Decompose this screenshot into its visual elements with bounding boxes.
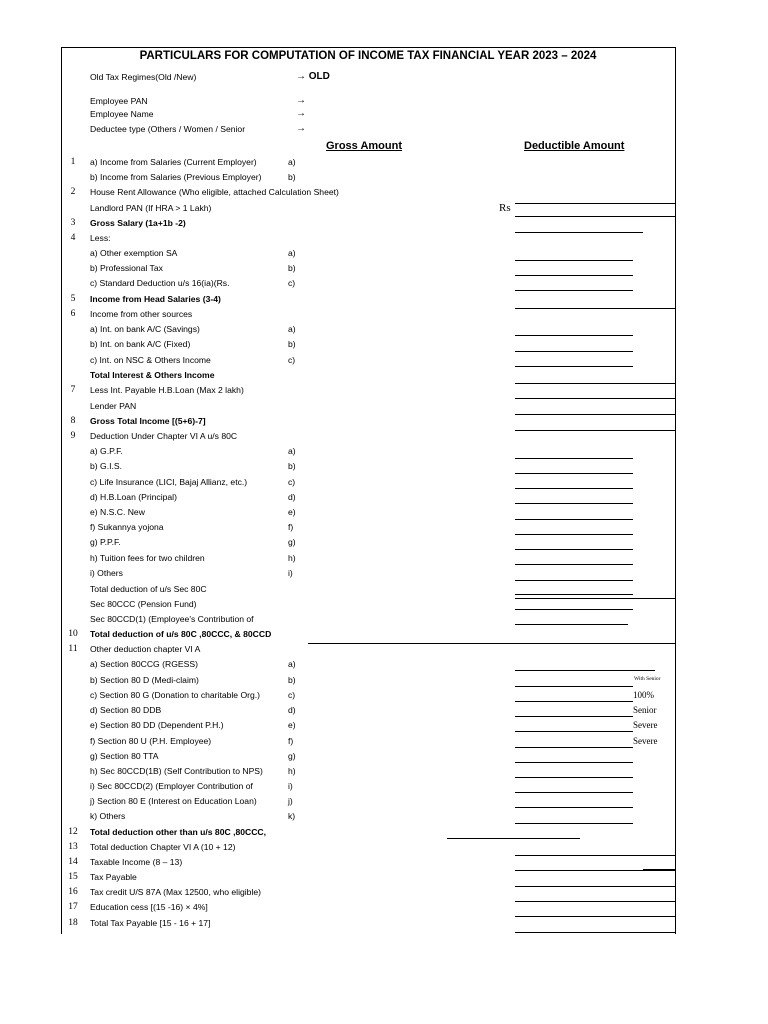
row-label: a) Income from Salaries (Current Employer)	[90, 157, 257, 167]
row-label: Income from Head Salaries (3-4)	[90, 294, 221, 304]
row-number: 13	[68, 842, 78, 852]
row-label: Total deduction of u/s Sec 80C	[90, 584, 207, 594]
row-label: b) Professional Tax	[90, 263, 163, 273]
row-label: e) Section 80 DD (Dependent P.H.)	[90, 720, 224, 730]
row-letter: e)	[288, 720, 296, 730]
row-label: c) Standard Deduction u/s 16(ia)(Rs.	[90, 278, 230, 288]
row-number: 3	[70, 218, 76, 228]
arrow-icon: →	[296, 95, 306, 106]
deductee-label: Deductee type (Others / Women / Senior	[90, 124, 246, 134]
row-letter: j)	[288, 796, 293, 806]
row-label: b) Section 80 D (Medi-claim)	[90, 675, 199, 685]
entry-line[interactable]	[515, 398, 675, 399]
side-note-100pct: 100%	[633, 690, 654, 700]
arrow-icon: →	[296, 123, 306, 134]
row-letter: h)	[288, 766, 296, 776]
row-letter: a)	[288, 446, 296, 456]
row-label: Gross Total Income [(5+6)-7]	[90, 416, 206, 426]
row-label: Tax credit U/S 87A (Max 12500, who eligible)	[90, 887, 262, 897]
row-label: Tax Payable	[90, 872, 137, 882]
row-label: k) Others	[90, 811, 126, 821]
row-number: 7	[70, 385, 76, 395]
deductible-amount-header: Deductible Amount	[524, 140, 625, 152]
row-label: g) P.P.F.	[90, 537, 121, 547]
row-letter: k)	[288, 811, 296, 821]
entry-line[interactable]	[515, 383, 675, 384]
entry-line[interactable]	[515, 777, 633, 778]
side-note-with-senior: With Senior	[634, 676, 661, 682]
entry-line[interactable]	[515, 716, 633, 717]
entry-line[interactable]	[515, 414, 675, 415]
entry-line[interactable]	[515, 747, 633, 748]
row-label: Taxable Income (8 – 13)	[90, 857, 183, 867]
row-letter: c)	[288, 477, 296, 487]
entry-line[interactable]	[515, 549, 633, 550]
row-label: b) Income from Salaries (Previous Employer)	[90, 172, 262, 182]
row-label: i) Sec 80CCD(2) (Employer Contribution of	[90, 781, 253, 791]
entry-line[interactable]	[515, 458, 633, 459]
row-number: 16	[68, 887, 78, 897]
row-letter: h)	[288, 553, 296, 563]
row-label: a) G.P.F.	[90, 446, 123, 456]
row-number: 2	[70, 187, 76, 197]
row-number: 11	[68, 644, 78, 654]
entry-line[interactable]	[515, 701, 633, 702]
row-label: Total deduction other than u/s 80C ,80CCC,	[90, 827, 267, 837]
row-number: 8	[70, 416, 76, 426]
arrow-icon: →	[296, 108, 306, 119]
row-number: 10	[68, 629, 78, 639]
entry-line[interactable]	[515, 670, 655, 671]
row-label: Sec 80CCD(1) (Employee's Contribution of	[90, 614, 254, 624]
row-label: d) H.B.Loan (Principal)	[90, 492, 177, 502]
row-label: Gross Salary (1a+1b -2)	[90, 218, 186, 228]
row-label: i) Others	[90, 568, 123, 578]
row-label: b) G.I.S.	[90, 461, 122, 471]
row-letter: b)	[288, 675, 296, 685]
row-label: j) Section 80 E (Interest on Education Loan)	[90, 796, 257, 806]
entry-line[interactable]	[515, 260, 633, 261]
row-label: Total deduction Chapter VI A (10 + 12)	[90, 842, 236, 852]
row-label: Other deduction chapter VI A	[90, 644, 201, 654]
entry-line[interactable]	[515, 290, 633, 291]
entry-line[interactable]	[515, 932, 675, 933]
row-letter: a)	[288, 659, 296, 669]
row-label: Lender PAN	[90, 401, 137, 411]
row-letter: f)	[288, 522, 294, 532]
entry-line[interactable]	[515, 886, 675, 887]
entry-line[interactable]	[515, 594, 633, 595]
row-label: b) Int. on bank A/C (Fixed)	[90, 339, 191, 349]
row-number: 1	[70, 157, 76, 167]
entry-line[interactable]	[515, 823, 633, 824]
entry-line[interactable]	[515, 488, 633, 489]
row-label: e) N.S.C. New	[90, 507, 145, 517]
regime-label: Old Tax Regimes(Old /New)	[90, 72, 197, 82]
row-number: 15	[68, 872, 78, 882]
entry-line[interactable]	[515, 275, 633, 276]
entry-line[interactable]	[515, 807, 633, 808]
entry-line[interactable]	[515, 519, 633, 520]
entry-line[interactable]	[515, 335, 633, 336]
name-label: Employee Name	[90, 109, 154, 119]
entry-line[interactable]	[515, 609, 633, 610]
row-letter: c)	[288, 690, 296, 700]
row-label: Landlord PAN (If HRA > 1 Lakh)	[90, 203, 212, 213]
form-title: PARTICULARS FOR COMPUTATION OF INCOME TAX FINANCIAL YEAR 2023 – 2024	[139, 50, 597, 62]
regime-value: → OLD	[296, 71, 330, 82]
entry-line[interactable]	[515, 686, 633, 687]
row-letter: b)	[288, 339, 296, 349]
entry-line[interactable]	[515, 731, 633, 732]
row-label: c) Section 80 G (Donation to charitable Org.)	[90, 690, 261, 700]
row-number: 9	[70, 431, 76, 441]
entry-line[interactable]	[515, 564, 633, 565]
row-letter: b)	[288, 461, 296, 471]
entry-line[interactable]	[515, 762, 633, 763]
entry-line[interactable]	[515, 203, 675, 204]
entry-line[interactable]	[515, 792, 633, 793]
row-label: c) Life Insurance (LICI, Bajaj Allianz, etc.)	[90, 477, 248, 487]
row-label: Less:	[90, 233, 111, 243]
row-label: g) Section 80 TTA	[90, 751, 159, 761]
row-letter: f)	[288, 736, 294, 746]
entry-line[interactable]	[447, 838, 580, 839]
entry-line[interactable]	[515, 624, 628, 625]
entry-line[interactable]	[515, 430, 675, 431]
row-number: 12	[68, 827, 78, 837]
row-letter: d)	[288, 492, 296, 502]
row-label: Total Interest & Others Income	[90, 370, 215, 380]
gross-amount-header: Gross Amount	[326, 140, 402, 152]
entry-line[interactable]	[308, 643, 675, 644]
row-label: a) Int. on bank A/C (Savings)	[90, 324, 200, 334]
row-letter: b)	[288, 263, 296, 273]
row-label: Less Int. Payable H.B.Loan (Max 2 lakh)	[90, 385, 244, 395]
row-letter: g)	[288, 751, 296, 761]
entry-line[interactable]	[515, 534, 633, 535]
entry-line[interactable]	[515, 503, 633, 504]
entry-line[interactable]	[515, 598, 675, 599]
row-letter: a)	[288, 248, 296, 258]
entry-line[interactable]	[643, 855, 675, 856]
row-label: f) Sukannya yojona	[90, 522, 164, 532]
row-letter: b)	[288, 172, 296, 182]
row-letter: a)	[288, 324, 296, 334]
row-label: Education cess [(15 -16) × 4%]	[90, 902, 208, 912]
row-number: 6	[70, 309, 76, 319]
side-note-severe: Severe	[633, 720, 658, 730]
entry-line[interactable]	[515, 870, 675, 871]
entry-line[interactable]	[643, 869, 675, 870]
entry-line[interactable]	[515, 473, 633, 474]
entry-line[interactable]	[515, 232, 643, 233]
row-letter: e)	[288, 507, 296, 517]
row-letter: a)	[288, 157, 296, 167]
row-number: 4	[70, 233, 76, 243]
entry-line[interactable]	[515, 366, 633, 367]
side-note-severe: Severe	[633, 736, 658, 746]
entry-line[interactable]	[515, 580, 633, 581]
row-letter: i)	[288, 781, 293, 791]
row-label: h) Tuition fees for two children	[90, 553, 205, 563]
row-label: a) Other exemption SA	[90, 248, 178, 258]
row-label: a) Section 80CCG (RGESS)	[90, 659, 198, 669]
row-label: Deduction Under Chapter VI A u/s 80C	[90, 431, 238, 441]
row-label: d) Section 80 DDB	[90, 705, 162, 715]
row-label: Total deduction of u/s 80C ,80CCC, & 80CCD	[90, 629, 272, 639]
entry-line[interactable]	[515, 901, 675, 902]
row-label: Total Tax Payable [15 - 16 + 17]	[90, 918, 211, 928]
row-number: 18	[68, 918, 78, 928]
entry-line[interactable]	[515, 216, 675, 217]
row-letter: c)	[288, 355, 296, 365]
entry-line[interactable]	[515, 351, 633, 352]
pan-label: Employee PAN	[90, 96, 148, 106]
row-label: Sec 80CCC (Pension Fund)	[90, 599, 197, 609]
row-label: c) Int. on NSC & Others Income	[90, 355, 211, 365]
row-label: h) Sec 80CCD(1B) (Self Contribution to NPS)	[90, 766, 263, 776]
row-label: Income from other sources	[90, 309, 193, 319]
row-number: 5	[70, 294, 76, 304]
side-note-senior: Senior	[633, 705, 657, 715]
entry-line[interactable]	[515, 916, 675, 917]
row-letter: d)	[288, 705, 296, 715]
row-letter: g)	[288, 537, 296, 547]
row-label: House Rent Allowance (Who eligible, attached Calculation Sheet)	[90, 187, 339, 197]
row-number: 17	[68, 902, 78, 912]
entry-line[interactable]	[515, 308, 675, 309]
row-label: f) Section 80 U (P.H. Employee)	[90, 736, 212, 746]
rs-label: Rs	[499, 202, 511, 214]
row-letter: c)	[288, 278, 296, 288]
row-letter: i)	[288, 568, 293, 578]
row-number: 14	[68, 857, 78, 867]
